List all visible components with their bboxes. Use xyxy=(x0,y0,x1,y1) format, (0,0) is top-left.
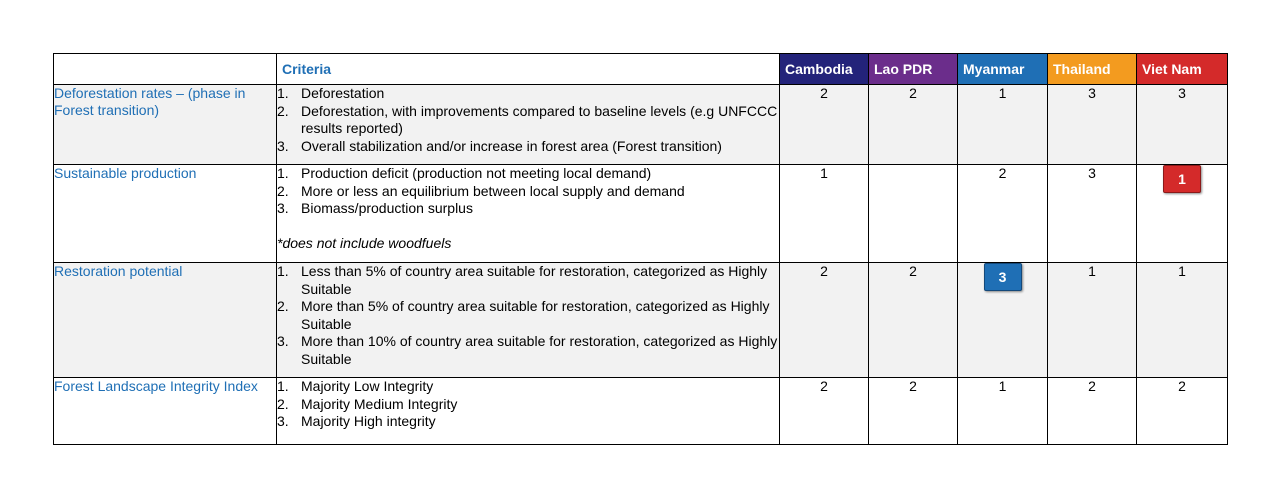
criteria-item xyxy=(277,333,779,368)
indicator-label: Sustainable production xyxy=(54,165,277,263)
score-cell-thailand xyxy=(1048,263,1137,378)
criteria-item-number: 2. xyxy=(277,395,289,412)
country-header-viet-nam: Viet Nam xyxy=(1137,54,1228,85)
score-cell-lao-pdr xyxy=(869,165,958,263)
country-header-cambodia: Cambodia xyxy=(780,54,869,85)
score-value: 2 xyxy=(1088,378,1096,394)
score-cell-thailand xyxy=(1048,165,1137,263)
criteria-item-text: Majority Low Integrity xyxy=(301,378,434,394)
criteria-item-text: More than 10% of country area suitable for restoration, categorized as Highly Suitable xyxy=(301,333,778,367)
criteria-item-number: 1. xyxy=(277,263,289,279)
table-row-sustainable-production xyxy=(54,165,1228,263)
country-header-lao-pdr: Lao PDR xyxy=(869,54,958,85)
criteria-item-number: 3. xyxy=(277,137,289,154)
table-row-deforestation xyxy=(54,85,1228,165)
criteria-cell xyxy=(277,85,780,165)
highlight-badge-blue: 3 xyxy=(984,263,1022,291)
score-value: 2 xyxy=(820,263,828,279)
score-value: 2 xyxy=(909,85,917,101)
criteria-item-text: Majority Medium Integrity xyxy=(301,395,458,412)
criteria-item-text: Overall stabilization and/or increase in forest area (Forest transition) xyxy=(301,137,722,154)
score-value: 2 xyxy=(909,263,917,279)
score-cell-viet-nam xyxy=(1137,378,1228,445)
score-value: 2 xyxy=(1178,378,1186,394)
criteria-item-text: Production deficit (production not meeting local demand) xyxy=(301,165,652,181)
criteria-item xyxy=(277,378,779,396)
criteria-cell xyxy=(277,165,780,263)
indicator-label: Deforestation rates – (phase in Forest transition) xyxy=(54,85,277,165)
score-cell-viet-nam xyxy=(1137,85,1228,165)
criteria-cell xyxy=(277,378,780,445)
criteria-item xyxy=(277,165,779,183)
criteria-list xyxy=(277,378,779,431)
score-value: 1 xyxy=(820,165,828,181)
score-value: 2 xyxy=(820,378,828,394)
score-cell-thailand xyxy=(1048,378,1137,445)
score-cell-cambodia xyxy=(780,85,869,165)
score-value: 1 xyxy=(998,378,1007,394)
criteria-header: Criteria xyxy=(277,54,780,85)
criteria-item xyxy=(277,298,779,333)
score-value: 3 xyxy=(1178,85,1186,101)
criteria-item-text: Biomass/production surplus xyxy=(301,200,473,216)
criteria-item xyxy=(277,138,779,156)
criteria-matrix-table xyxy=(53,53,1228,445)
criteria-item-number: 2. xyxy=(277,298,289,314)
criteria-item-number: 1. xyxy=(277,378,289,394)
criteria-item-number: 1. xyxy=(277,85,289,101)
criteria-item-text: Deforestation xyxy=(301,85,385,101)
criteria-footnote: *does not include woodfuels xyxy=(277,235,452,251)
indicator-label: Forest Landscape Integrity Index xyxy=(54,378,277,445)
criteria-item-number: 3. xyxy=(277,333,289,349)
country-header-myanmar: Myanmar xyxy=(958,54,1048,85)
criteria-item xyxy=(277,85,779,103)
score-cell-myanmar xyxy=(958,165,1048,263)
score-cell-viet-nam xyxy=(1137,165,1228,263)
score-value: 2 xyxy=(909,378,917,394)
score-value: 3 xyxy=(1088,85,1096,101)
score-value: 1 xyxy=(998,85,1007,101)
criteria-item xyxy=(277,413,779,431)
criteria-item-text: Deforestation, with improvements compared to baseline levels (e.g UNFCCC results reported) xyxy=(301,102,778,136)
criteria-list xyxy=(277,85,779,155)
score-value: 2 xyxy=(998,165,1007,181)
score-cell-cambodia xyxy=(780,263,869,378)
highlight-badge-red: 1 xyxy=(1163,165,1201,193)
criteria-item-number: 3. xyxy=(277,413,289,429)
criteria-item xyxy=(277,396,779,414)
score-cell-myanmar xyxy=(958,263,1048,378)
header-row xyxy=(54,54,1228,85)
score-cell-viet-nam xyxy=(1137,263,1228,378)
criteria-item-text: More or less an equilibrium between local supply and demand xyxy=(301,182,685,199)
criteria-item xyxy=(277,183,779,201)
criteria-list xyxy=(277,165,779,218)
table-row-forest-landscape-integrity xyxy=(54,378,1228,445)
criteria-item-text: More than 5% of country area suitable for restoration, categorized as Highly Suitable xyxy=(301,298,770,332)
score-cell-cambodia xyxy=(780,378,869,445)
criteria-item-number: 1. xyxy=(277,165,289,181)
score-value: 1 xyxy=(1178,263,1186,279)
score-cell-lao-pdr xyxy=(869,378,958,445)
criteria-list xyxy=(277,263,779,368)
score-cell-cambodia xyxy=(780,165,869,263)
score-cell-myanmar xyxy=(958,85,1048,165)
table-row-restoration-potential xyxy=(54,263,1228,378)
criteria-item-number: 3. xyxy=(277,200,289,216)
country-header-thailand: Thailand xyxy=(1048,54,1137,85)
score-cell-myanmar xyxy=(958,378,1048,445)
score-value: 1 xyxy=(1088,263,1096,279)
criteria-item-text: Majority High integrity xyxy=(301,413,436,429)
score-cell-lao-pdr xyxy=(869,263,958,378)
criteria-item xyxy=(277,263,779,298)
score-cell-thailand xyxy=(1048,85,1137,165)
criteria-item-number: 2. xyxy=(277,102,289,119)
criteria-item-text: Less than 5% of country area suitable for restoration, categorized as Highly Suitable xyxy=(301,263,768,297)
criteria-item xyxy=(277,103,779,138)
criteria-cell xyxy=(277,263,780,378)
score-cell-lao-pdr xyxy=(869,85,958,165)
criteria-item-number: 2. xyxy=(277,182,289,199)
indicator-label: Restoration potential xyxy=(54,263,277,378)
header-blank-cell xyxy=(54,54,277,85)
score-value: 2 xyxy=(820,85,828,101)
score-value: 3 xyxy=(1088,165,1096,181)
criteria-item xyxy=(277,200,779,218)
